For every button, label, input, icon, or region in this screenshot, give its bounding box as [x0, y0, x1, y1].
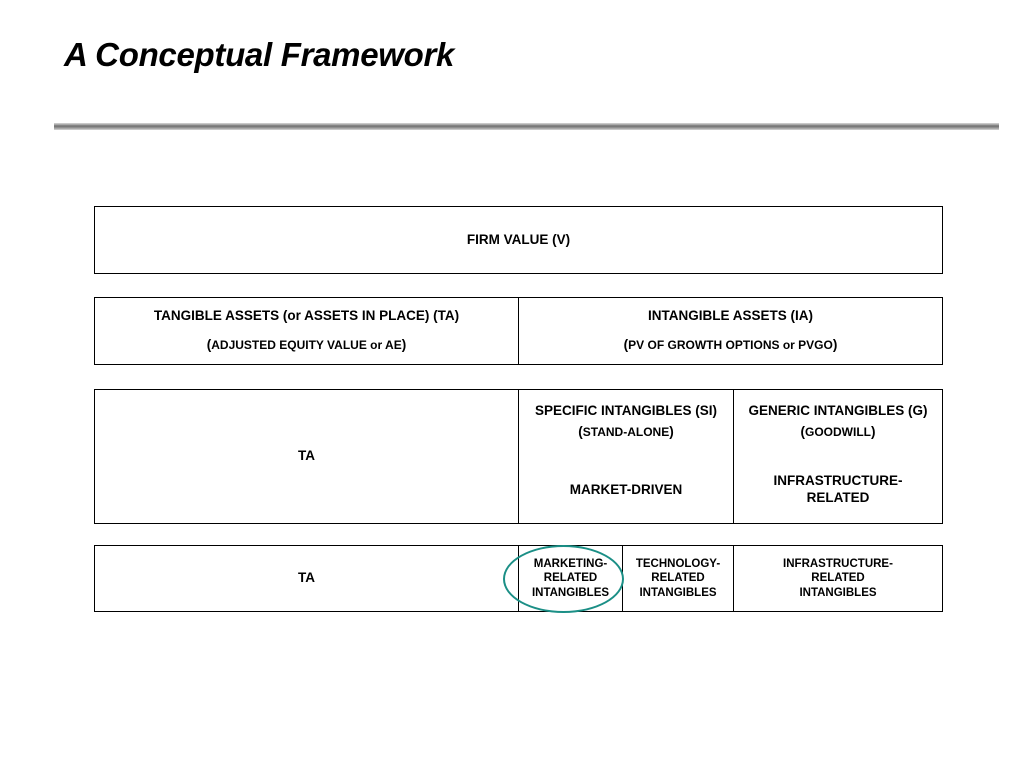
tangible-assets-title: TANGIBLE ASSETS (or ASSETS IN PLACE) (TA) [153, 308, 460, 324]
specific-intangibles-type: MARKET-DRIVEN [569, 482, 683, 498]
intangible-assets-title: INTANGIBLE ASSETS (IA) [648, 308, 813, 324]
generic-intangibles-title: GENERIC INTANGIBLES (G) [748, 403, 928, 418]
tangible-assets-box [94, 297, 519, 365]
marketing-intangibles-box [518, 545, 623, 612]
firm-value-label: FIRM VALUE (V) [466, 231, 571, 247]
technology-line-2: RELATED [651, 572, 705, 585]
tangible-assets-subtitle: (ADJUSTED EQUITY VALUE or AE) [206, 337, 407, 352]
technology-line-3: INTANGIBLES [639, 586, 717, 599]
specific-intangibles-title: SPECIFIC INTANGIBLES (SI) [534, 403, 717, 418]
ta-label-level4: TA [298, 570, 315, 586]
marketing-line-3: INTANGIBLES [531, 586, 610, 599]
marketing-line-2: RELATED [543, 572, 598, 585]
intangible-assets-subtitle: (PV OF GROWTH OPTIONS or PVGO) [623, 337, 838, 352]
infrastructure-line-3: INTANGIBLES [799, 586, 877, 599]
technology-line-1: TECHNOLOGY- [635, 557, 721, 570]
infrastructure-intangibles-box [733, 545, 943, 612]
intangible-assets-box [518, 297, 943, 365]
specific-intangibles-box [518, 389, 734, 524]
ta-box-level3 [94, 389, 519, 524]
technology-intangibles-box [622, 545, 734, 612]
title-divider [54, 123, 999, 130]
generic-intangibles-subtitle: (GOODWILL) [800, 423, 876, 439]
slide-title: A Conceptual Framework [64, 36, 455, 73]
infrastructure-line-2: RELATED [811, 572, 865, 585]
ta-box-level4 [94, 545, 519, 612]
infrastructure-line-1: INFRASTRUCTURE- [783, 557, 893, 570]
marketing-line-1: MARKETING- [533, 557, 608, 570]
ta-label-level3: TA [298, 448, 315, 464]
specific-intangibles-subtitle: (STAND-ALONE) [578, 423, 674, 439]
generic-intangibles-box [733, 389, 943, 524]
firm-value-box [94, 206, 943, 274]
generic-intangibles-type: INFRASTRUCTURE- RELATED [773, 473, 903, 506]
